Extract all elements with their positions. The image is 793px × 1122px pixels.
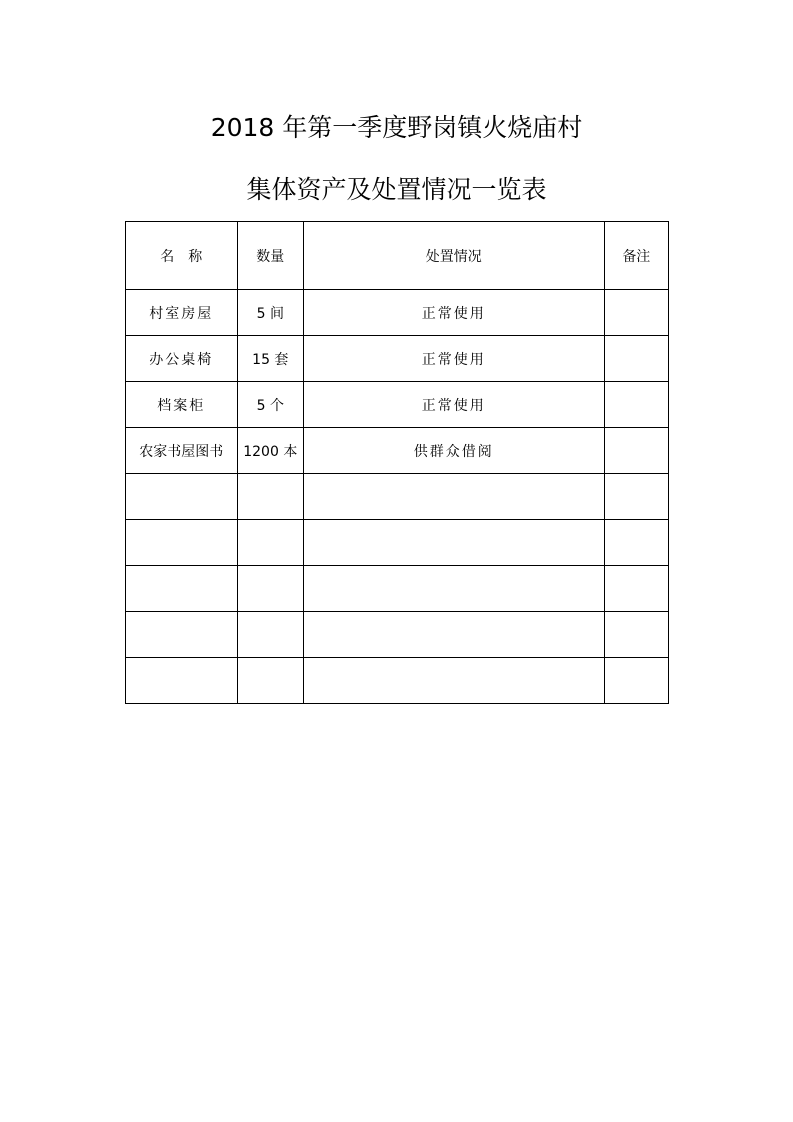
cell-name: 村室房屋 [126, 290, 238, 336]
cell-quantity [237, 612, 303, 658]
cell-quantity: 5 间 [237, 290, 303, 336]
cell-status: 正常使用 [303, 290, 604, 336]
table-row [126, 520, 669, 566]
header-quantity: 数量 [237, 222, 303, 290]
document-title-line-1: 2018 年第一季度野岗镇火烧庙村 [210, 113, 583, 142]
cell-name [126, 474, 238, 520]
cell-status: 供群众借阅 [303, 428, 604, 474]
cell-remark [604, 428, 668, 474]
cell-name [126, 658, 238, 704]
cell-name [126, 612, 238, 658]
table-row [126, 336, 669, 382]
table-row [126, 290, 669, 336]
cell-quantity: 15 套 [237, 336, 303, 382]
cell-status [303, 520, 604, 566]
table-row [126, 382, 669, 428]
cell-quantity [237, 566, 303, 612]
cell-remark [604, 612, 668, 658]
cell-status [303, 566, 604, 612]
table-row [126, 612, 669, 658]
cell-quantity: 1200 本 [237, 428, 303, 474]
cell-name [126, 520, 238, 566]
cell-status: 正常使用 [303, 382, 604, 428]
document-title-line-2: 集体资产及处置情况一览表 [246, 175, 547, 204]
asset-table [125, 221, 669, 704]
cell-quantity [237, 658, 303, 704]
cell-status [303, 658, 604, 704]
header-remark: 备注 [604, 222, 668, 290]
table-row [126, 658, 669, 704]
cell-quantity [237, 520, 303, 566]
cell-quantity: 5 个 [237, 382, 303, 428]
table-row [126, 566, 669, 612]
table-row [126, 428, 669, 474]
cell-name: 农家书屋图书 [126, 428, 238, 474]
cell-remark [604, 382, 668, 428]
header-status: 处置情况 [303, 222, 604, 290]
cell-remark [604, 566, 668, 612]
cell-status [303, 612, 604, 658]
cell-remark [604, 658, 668, 704]
cell-name: 档案柜 [126, 382, 238, 428]
cell-name: 办公桌椅 [126, 336, 238, 382]
cell-remark [604, 474, 668, 520]
cell-remark [604, 336, 668, 382]
header-name: 名 称 [126, 222, 238, 290]
cell-status: 正常使用 [303, 336, 604, 382]
cell-remark [604, 290, 668, 336]
cell-status [303, 474, 604, 520]
cell-quantity [237, 474, 303, 520]
table-header-row [126, 222, 669, 290]
table-row [126, 474, 669, 520]
cell-name [126, 566, 238, 612]
cell-remark [604, 520, 668, 566]
